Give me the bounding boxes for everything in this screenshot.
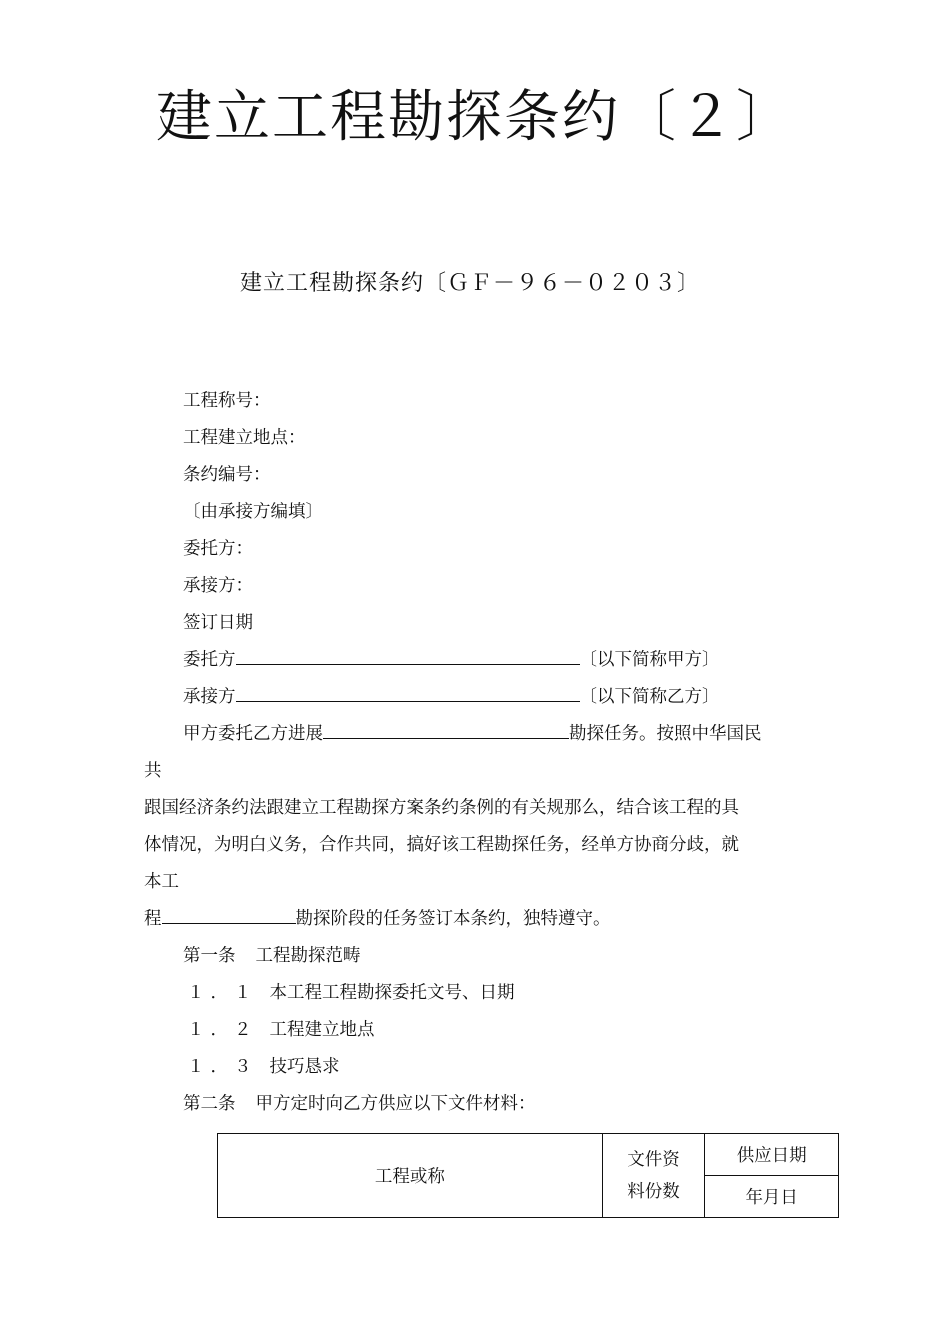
field-contract-no-note: 〔由承接方编填〕 [183,502,323,522]
preamble-line-5: 本工 [144,872,179,892]
table-row [218,1134,839,1176]
party-contractor-label: 承接方 [183,687,236,707]
article-1-item [144,975,804,1012]
table-header-date-format: 年月日 [705,1176,839,1218]
party-client-line [144,642,804,679]
field-client: 委托方： [183,539,253,559]
table-header-copies-line-2: 料份数 [627,1181,680,1202]
preamble-stage-prefix: 程 [144,909,162,929]
table-header-project-name: 工程或称 [218,1134,603,1218]
article-1-heading [144,938,804,975]
article-1-item [144,1012,804,1049]
preamble-line-1 [144,716,804,753]
field-project-location: 工程建立地点： [183,428,306,448]
field-project-name: 工程称号： [183,391,271,411]
preamble-stage-blank [162,902,296,924]
document-subtitle: 建立工程勘探条约〔ＧＦ－９６－０２０３〕 [239,271,700,296]
article-1-item-text: 技巧恳求 [269,1057,340,1077]
party-client-label: 委托方 [183,650,236,670]
party-contractor-suffix: 〔以下简称乙方〕 [579,687,720,707]
preamble-line-3: 跟国经济条约法跟建立工程勘探方案条约条例的有关规那么，结合该工程的具 [144,798,739,818]
article-1-item [144,1049,804,1086]
table-header-supply-date: 供应日期 [705,1134,839,1176]
preamble-task-prefix: 甲方委托乙方进展 [183,724,323,744]
contract-body [144,383,804,1123]
preamble-line-6 [144,901,804,938]
field-contract-no: 条约编号： [183,465,271,485]
field-sign-date: 签订日期 [183,613,253,633]
document-title: 建立工程勘探条约〔２〕 [156,85,794,150]
table-header-copies-line-1: 文件资 [627,1149,680,1170]
article-1-item-number: １．３ [187,1057,258,1077]
article-1-item-text: 本工程工程勘探委托文号、日期 [269,983,515,1003]
article-2-heading [144,1086,804,1123]
article-1-item-text: 工程建立地点 [269,1020,375,1040]
article-1-title: 工程勘探范畴 [255,946,361,966]
preamble-line-4: 体情况，为明白义务，合作共同，搞好该工程勘探任务，经单方协商分歧，就 [144,835,739,855]
preamble-task-blank [323,717,569,739]
field-contractor: 承接方： [183,576,253,596]
party-contractor-line [144,679,804,716]
article-2-label: 第二条 [183,1094,236,1114]
party-client-blank [236,643,580,665]
documents-table [217,1133,839,1218]
article-1-item-number: １．２ [187,1020,258,1040]
preamble-line-2: 共 [144,761,162,781]
table-header-copies [602,1134,705,1218]
preamble-stage-suffix: 勘探阶段的任务签订本条约，独特遵守。 [295,909,611,929]
party-client-suffix: 〔以下简称甲方〕 [579,650,720,670]
article-1-label: 第一条 [183,946,236,966]
party-contractor-blank [236,680,580,702]
article-1-item-number: １．１ [187,983,258,1003]
preamble-task-suffix: 勘探任务。按照中华国民 [569,724,762,744]
article-2-title: 甲方定时向乙方供应以下文件材料： [255,1094,536,1114]
